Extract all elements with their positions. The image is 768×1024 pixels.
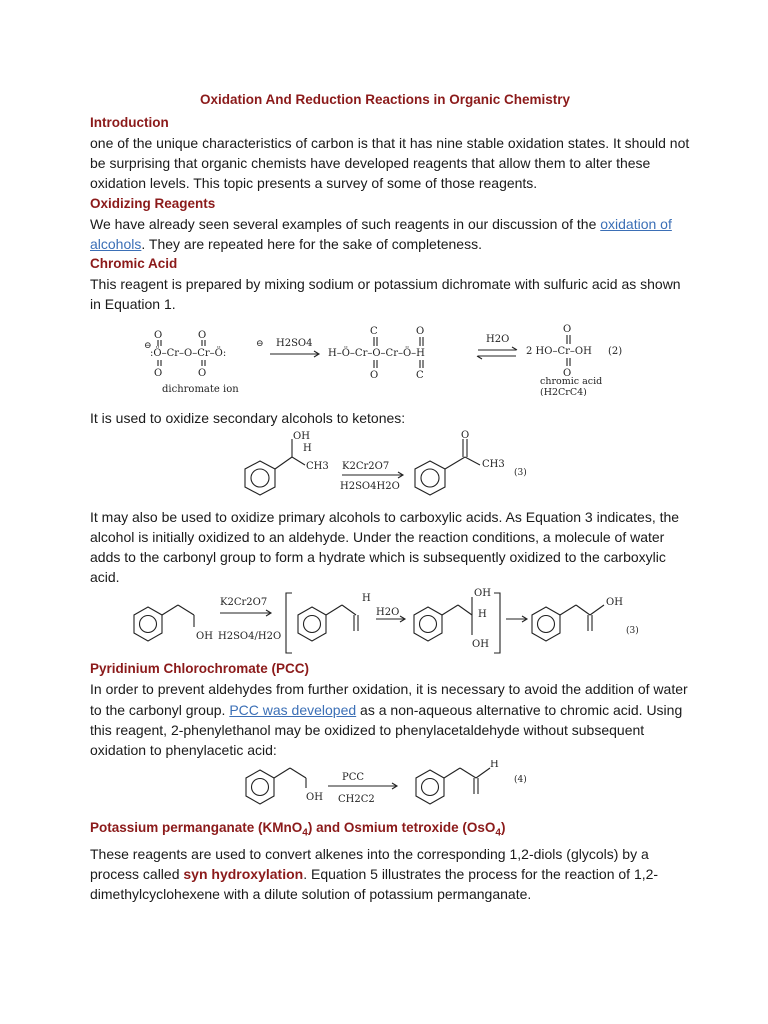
paragraph-chromic-acid-1: This reagent is prepared by mixing sodium or potassium dichromate with sulfuric acid as shown in Equation 1. [90, 276, 681, 313]
equation-3-primary-alcohol [90, 587, 690, 659]
eq1-reagent: H2SO4 [276, 338, 313, 350]
paragraph-pcc [90, 679, 690, 760]
benzene-ring-icon [245, 461, 275, 495]
paragraph-chromic-acid-3: It may also be used to oxidize primary alcohols to carboxylic acids. As Equation 3 indicates, the alcohol is initially oxidized to an aldehyde. Under the reaction conditions, a molecule of water adds to the carbonyl group to form a hydrate which is subsequently oxidized to the carboxylic acid. [90, 508, 680, 586]
eq2-reagent-top: K2Cr2O7 [342, 460, 390, 472]
heading-kmno4-oso4: Potassium permanganate (KMnO$_4$) and Osmium tetroxide (OsO$_4$) [90, 820, 506, 839]
eq4-reagent-top: PCC [342, 772, 365, 784]
svg-text:O: O [563, 368, 572, 380]
eq3-number: (3) [626, 626, 639, 637]
svg-text:O: O [198, 330, 207, 342]
svg-text:O: O [154, 368, 163, 380]
benzene-ring-icon [416, 770, 444, 804]
benzene-ring-icon [532, 607, 560, 641]
eq3-oh-bottom: OH [472, 639, 489, 651]
eq4-oh: OH [306, 792, 323, 804]
text-segment: . They are repeated here for the sake of completeness. [141, 235, 482, 252]
svg-text:⊖: ⊖ [256, 339, 264, 350]
eq2-number: (3) [514, 467, 527, 478]
paragraph-kmno4 [90, 844, 690, 905]
svg-text:O: O [461, 429, 470, 441]
eq3-h-hydrate: H [478, 609, 487, 621]
eq2-h: H [303, 442, 312, 454]
paragraph-oxidizing-reagents [90, 214, 690, 254]
equation-1-dichromate [90, 314, 690, 396]
text-segment: . Equation 5 illustrates the process for the reaction of 1,2-dimethylcyclohexene with a dilute solution of potassium permanganate. [90, 866, 659, 903]
eq4-number: (4) [514, 775, 527, 786]
eq3-oh-acid: OH [606, 597, 623, 609]
document-title: Oxidation And Reduction Reactions in Organic Chemistry [199, 92, 571, 107]
svg-text:O: O [198, 368, 207, 380]
text-segment: as a non-aqueous alternative to chromic acid. Using this reagent, 2-phenylethanol may be oxidized to phenylacetaldehyde without subsequent oxidation to phenylacetic acid: [90, 701, 683, 759]
eq1-water: H2O [486, 334, 510, 346]
heading-chromic-acid: Chromic Acid [90, 256, 178, 272]
eq1-product: 2 HO–Cr–OH [526, 346, 592, 358]
benzene-ring-icon [134, 607, 162, 641]
svg-text:C: C [416, 370, 424, 382]
paragraph-introduction: one of the unique characteristics of carbon is that it has nine stable oxidation states. It should not be surprising that organic chemists have developed reagents that allow them to alter these oxidation levels. This topic presents a survey of some of those reagents. [90, 135, 690, 192]
link-pcc-was-developed[interactable]: PCC was developed [229, 701, 357, 718]
benzene-ring-icon [415, 461, 445, 495]
svg-text:O: O [370, 370, 379, 382]
benzene-ring-icon [246, 770, 274, 804]
eq2-reagent-bottom: H2SO4H2O [340, 480, 400, 492]
text-segment: We have already seen several examples of such reagents in our discussion of the [90, 215, 601, 232]
text-segment: In order to prevent aldehydes from further oxidation, it is necessary to avoid the addition of water to the carbonyl group. [90, 681, 688, 718]
svg-text:H–Ö–Cr–O–Cr–Ö–H: H–Ö–Cr–O–Cr–Ö–H [328, 348, 425, 360]
link-oxidation-of-alcohols[interactable]: oxidation of alcohols [90, 215, 672, 252]
equation-4-pcc [90, 760, 690, 816]
benzene-ring-icon [414, 607, 442, 641]
dichromate-label: dichromate ion [162, 384, 239, 396]
eq3-oh: OH [196, 631, 213, 643]
chromic-acid-label: chromic acid [540, 376, 603, 388]
eq1-number: (2) [608, 346, 623, 358]
heading-introduction: Introduction [90, 115, 169, 130]
heading-oxidizing-reagents: Oxidizing Reagents [90, 195, 216, 211]
term-syn-hydroxylation: syn hydroxylation [183, 866, 304, 883]
eq3-h: H [362, 593, 371, 605]
eq3-oh-top: OH [474, 588, 491, 600]
svg-text:O: O [154, 330, 163, 342]
eq2-oh: OH [293, 430, 310, 442]
svg-text::Ö–Cr–O–Cr–Ö:: :Ö–Cr–O–Cr–Ö: [150, 348, 227, 360]
eq4-reagent-bottom: CH2C2 [338, 794, 375, 806]
eq2-ch3: CH3 [306, 460, 329, 472]
heading-pcc: Pyridinium Chlorochromate (PCC) [90, 661, 310, 677]
eq3-reagent-top: K2Cr2O7 [220, 597, 268, 609]
eq2-ch3-product: CH3 [482, 458, 505, 470]
svg-text:O: O [416, 326, 425, 338]
paragraph-chromic-acid-2: It is used to oxidize secondary alcohols to ketones: [90, 410, 406, 427]
svg-text:O: O [563, 324, 572, 336]
chromic-acid-formula: (H2CrC4) [540, 387, 587, 397]
eq3-reagent-bottom: H2SO4/H2O [218, 631, 282, 643]
svg-text:C: C [370, 326, 378, 338]
svg-text:⊖: ⊖ [144, 341, 152, 352]
eq4-h: H [490, 760, 499, 771]
eq3-water: H2O [376, 607, 400, 619]
document-page [90, 90, 690, 905]
benzene-ring-icon [298, 607, 326, 641]
text-segment: These reagents are used to convert alkenes into the corresponding 1,2-diols (glycols) by a process called [90, 845, 649, 883]
equation-2-secondary-alcohol [90, 429, 690, 507]
